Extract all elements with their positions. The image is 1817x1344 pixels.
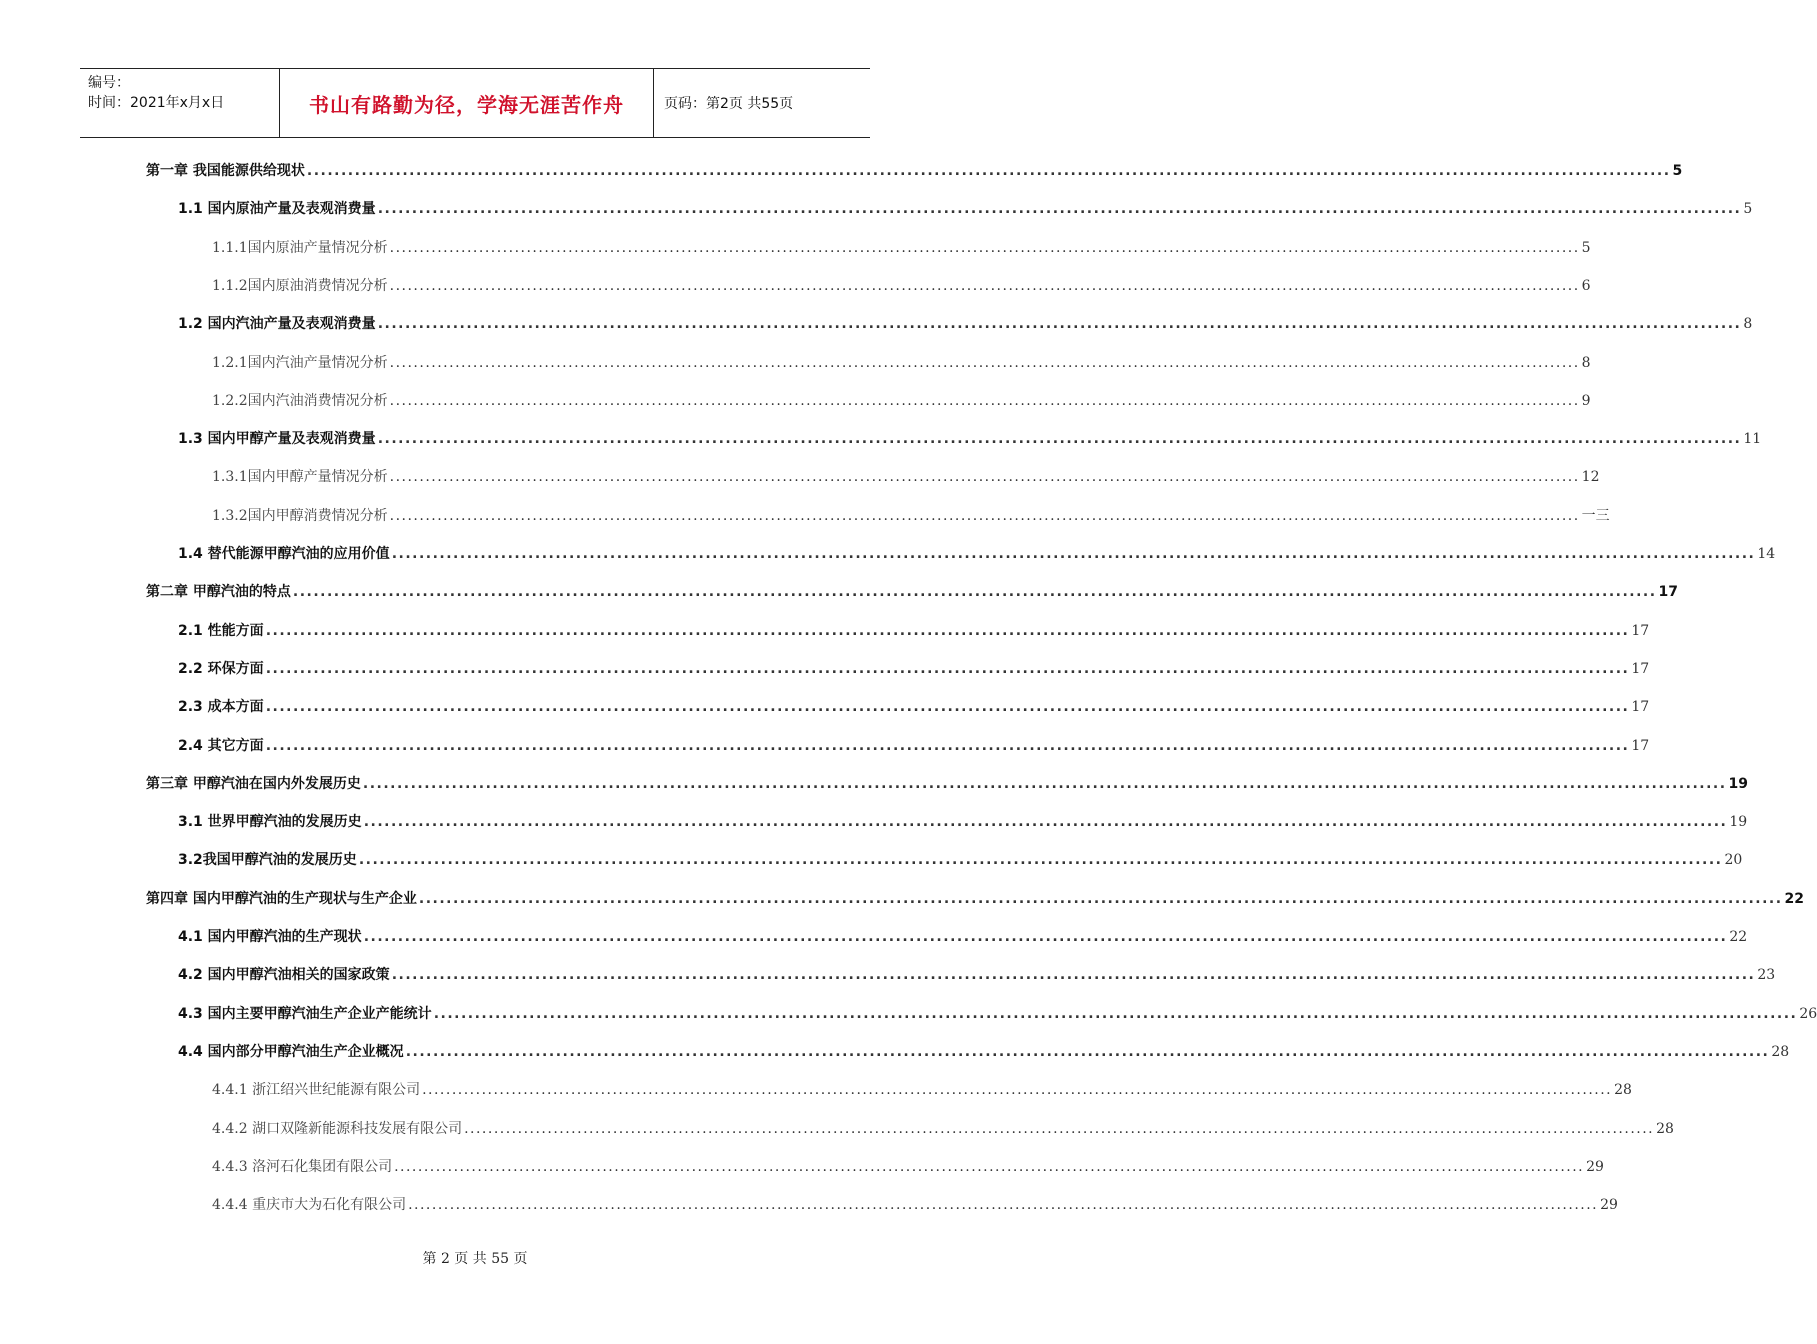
toc-entry-title: 2.4 其它方面 [178, 737, 264, 754]
toc-entry-page-number: 28 [1656, 1120, 1674, 1137]
toc-entry-page-number: 一三 [1581, 507, 1610, 524]
toc-entry-page-number: 5 [1672, 163, 1683, 179]
toc-entry-page-number: 29 [1600, 1197, 1618, 1214]
toc-entry-page-number: 6 [1581, 277, 1591, 294]
toc-entry[interactable] [212, 1156, 1604, 1176]
toc-entry[interactable] [178, 735, 1650, 755]
toc-leader-dots: ........................................................................................................................................................................................................ [389, 239, 1580, 256]
toc-entry-page-number: 28 [1771, 1043, 1790, 1060]
toc-entry-title: 3.2我国甲醇汽油的发展历史 [178, 852, 357, 869]
toc-entry[interactable] [212, 466, 1600, 486]
toc-entry-title: 2.3 成本方面 [178, 699, 264, 716]
toc-entry-title: 1.3.1国内甲醇产量情况分析 [212, 469, 388, 486]
toc-leader-dots: ........................................................................................................................................................................................................ [265, 622, 1630, 639]
toc-entry-title: 1.3 国内甲醇产量及表观消费量 [178, 431, 376, 448]
toc-entry[interactable] [178, 658, 1650, 678]
toc-leader-dots: ........................................................................................................................................................................................................ [389, 507, 1580, 524]
toc-leader-dots: ........................................................................................................................................................................................................ [389, 277, 1580, 294]
toc-leader-dots: ........................................................................................................................................................................................................ [391, 967, 1756, 984]
toc-entry-title: 1.3.2国内甲醇消费情况分析 [212, 507, 388, 524]
toc-entry-title: 第二章 甲醇汽油的特点 [146, 584, 291, 601]
toc-entry-title: 1.1.2国内原油消费情况分析 [212, 277, 388, 294]
toc-entry[interactable] [212, 1118, 1674, 1138]
toc-entry-title: 1.4 替代能源甲醇汽油的应用价值 [178, 546, 390, 562]
toc-entry-page-number: 5 [1581, 239, 1591, 256]
toc-leader-dots: ........................................................................................................................................................................................................ [389, 354, 1580, 371]
page-footer: 第 2 页 共 55 页 [422, 1251, 528, 1267]
toc-entry-title: 2.1 性能方面 [178, 622, 264, 639]
toc-entry-title: 4.1 国内甲醇汽油的生产现状 [178, 929, 362, 945]
toc-leader-dots: ........................................................................................................................................................................................................ [265, 737, 1630, 754]
toc-entry-title: 4.4.2 湖口双隆新能源科技发展有限公司 [212, 1120, 463, 1137]
toc-leader-dots: ........................................................................................................................................................................................................ [394, 1158, 1585, 1175]
toc-entry[interactable] [212, 275, 1591, 295]
toc-entry-title: 4.4.1 浙江绍兴世纪能源有限公司 [212, 1082, 421, 1099]
toc-entry-title: 4.4.3 洛河石化集团有限公司 [212, 1158, 393, 1175]
toc-entry-page-number: 19 [1729, 814, 1748, 831]
toc-leader-dots: ........................................................................................................................................................................................................ [418, 890, 1783, 907]
toc-entry-page-number: 17 [1631, 737, 1650, 754]
toc-entry-page-number: 17 [1658, 584, 1679, 601]
toc-entry-title: 第四章 国内甲醇汽油的生产现状与生产企业 [146, 890, 417, 907]
header-page-info: 页码：第2页 共55页 [664, 96, 794, 112]
toc-entry-title: 1.1 国内原油产量及表观消费量 [178, 201, 376, 218]
toc-entry-page-number: 9 [1581, 392, 1591, 409]
toc-entry-page-number: 22 [1784, 890, 1805, 907]
toc-entry[interactable] [146, 160, 1683, 180]
toc-entry-page-number: 26 [1799, 1005, 1817, 1022]
toc-entry-page-number: 20 [1724, 852, 1743, 869]
document-number-label: 编号： [88, 75, 130, 91]
toc-leader-dots: ........................................................................................................................................................................................................ [389, 392, 1580, 409]
toc-entry-title: 1.2.1国内汽油产量情况分析 [212, 354, 388, 371]
toc-leader-dots: ........................................................................................................................................................................................................ [405, 1043, 1770, 1060]
toc-entry[interactable] [178, 1041, 1790, 1061]
toc-entry[interactable] [178, 543, 1776, 563]
toc-entry-title: 3.1 世界甲醇汽油的发展历史 [178, 814, 362, 831]
toc-leader-dots: ........................................................................................................................................................................................................ [363, 814, 1728, 831]
toc-leader-dots: ........................................................................................................................................................................................................ [306, 163, 1671, 179]
toc-entry[interactable] [178, 620, 1650, 640]
toc-entry-title: 1.1.1国内原油产量情况分析 [212, 239, 388, 256]
toc-leader-dots: ........................................................................................................................................................................................................ [377, 316, 1742, 333]
toc-entry-title: 第三章 甲醇汽油在国内外发展历史 [146, 775, 361, 792]
toc-entry-page-number: 5 [1743, 201, 1753, 218]
header-motto: 书山有路勤为径，学海无涯苦作舟 [280, 69, 654, 137]
toc-entry-page-number: 17 [1631, 622, 1650, 639]
toc-entry-page-number: 22 [1729, 929, 1748, 945]
toc-entry[interactable] [178, 313, 1753, 333]
toc-entry[interactable] [212, 390, 1591, 410]
toc-leader-dots: ........................................................................................................................................................................................................ [363, 929, 1728, 945]
toc-leader-dots: ........................................................................................................................................................................................................ [391, 546, 1756, 562]
toc-leader-dots: ........................................................................................................................................................................................................ [377, 201, 1742, 218]
toc-entry-page-number: 29 [1586, 1158, 1604, 1175]
toc-leader-dots: ........................................................................................................................................................................................................ [389, 469, 1580, 486]
toc-leader-dots: ........................................................................................................................................................................................................ [292, 584, 1657, 601]
toc-entry-page-number: 11 [1743, 431, 1762, 448]
toc-entry[interactable] [178, 428, 1762, 448]
toc-leader-dots: ........................................................................................................................................................................................................ [358, 852, 1723, 869]
document-date: 时间：2021年x月x日 [88, 95, 225, 111]
toc-entry[interactable] [178, 811, 1748, 831]
toc-leader-dots: ........................................................................................................................................................................................................ [422, 1082, 1613, 1099]
toc-leader-dots: ........................................................................................................................................................................................................ [433, 1005, 1798, 1022]
toc-entry-page-number: 17 [1631, 699, 1650, 716]
toc-entry-title: 4.4.4 重庆市大为石化有限公司 [212, 1197, 407, 1214]
toc-entry-page-number: 8 [1743, 316, 1753, 333]
toc-entry-title: 第一章 我国能源供给现状 [146, 163, 305, 179]
toc-entry[interactable] [146, 888, 1805, 908]
toc-entry-page-number: 8 [1581, 354, 1591, 371]
toc-entry-title: 4.3 国内主要甲醇汽油生产企业产能统计 [178, 1005, 432, 1022]
toc-entry-title: 1.2 国内汽油产量及表观消费量 [178, 316, 376, 333]
toc-entry[interactable] [212, 505, 1610, 525]
toc-entry-page-number: 19 [1728, 775, 1749, 792]
toc-entry-page-number: 23 [1757, 967, 1776, 984]
toc-entry[interactable] [178, 849, 1743, 869]
toc-entry-title: 4.4 国内部分甲醇汽油生产企业概况 [178, 1043, 404, 1060]
toc-entry[interactable] [212, 1194, 1618, 1214]
toc-entry[interactable] [178, 696, 1650, 716]
toc-entry[interactable] [146, 773, 1749, 793]
toc-entry-title: 1.2.2国内汽油消费情况分析 [212, 392, 388, 409]
toc-entry-page-number: 12 [1581, 469, 1600, 486]
toc-leader-dots: ........................................................................................................................................................................................................ [464, 1120, 1655, 1137]
header-meta [80, 69, 280, 137]
toc-entry[interactable] [178, 964, 1776, 984]
toc-entry-page-number: 28 [1614, 1082, 1632, 1099]
toc-entry[interactable] [146, 581, 1679, 601]
toc-leader-dots: ........................................................................................................................................................................................................ [265, 699, 1630, 716]
toc-entry[interactable] [212, 1079, 1632, 1099]
toc-entry-page-number: 17 [1631, 660, 1650, 677]
toc-entry[interactable] [212, 352, 1591, 372]
toc-leader-dots: ........................................................................................................................................................................................................ [362, 775, 1727, 792]
toc-entry-page-number: 14 [1757, 546, 1776, 562]
page-header [80, 68, 870, 138]
toc-entry-title: 4.2 国内甲醇汽油相关的国家政策 [178, 967, 390, 984]
toc-entry-title: 2.2 环保方面 [178, 660, 264, 677]
toc-leader-dots: ........................................................................................................................................................................................................ [408, 1197, 1599, 1214]
toc-leader-dots: ........................................................................................................................................................................................................ [377, 431, 1742, 448]
toc-entry[interactable] [178, 1003, 1817, 1023]
toc-entry[interactable] [178, 198, 1753, 218]
toc-entry[interactable] [212, 237, 1591, 257]
toc-entry[interactable] [178, 926, 1748, 946]
toc-leader-dots: ........................................................................................................................................................................................................ [265, 660, 1630, 677]
